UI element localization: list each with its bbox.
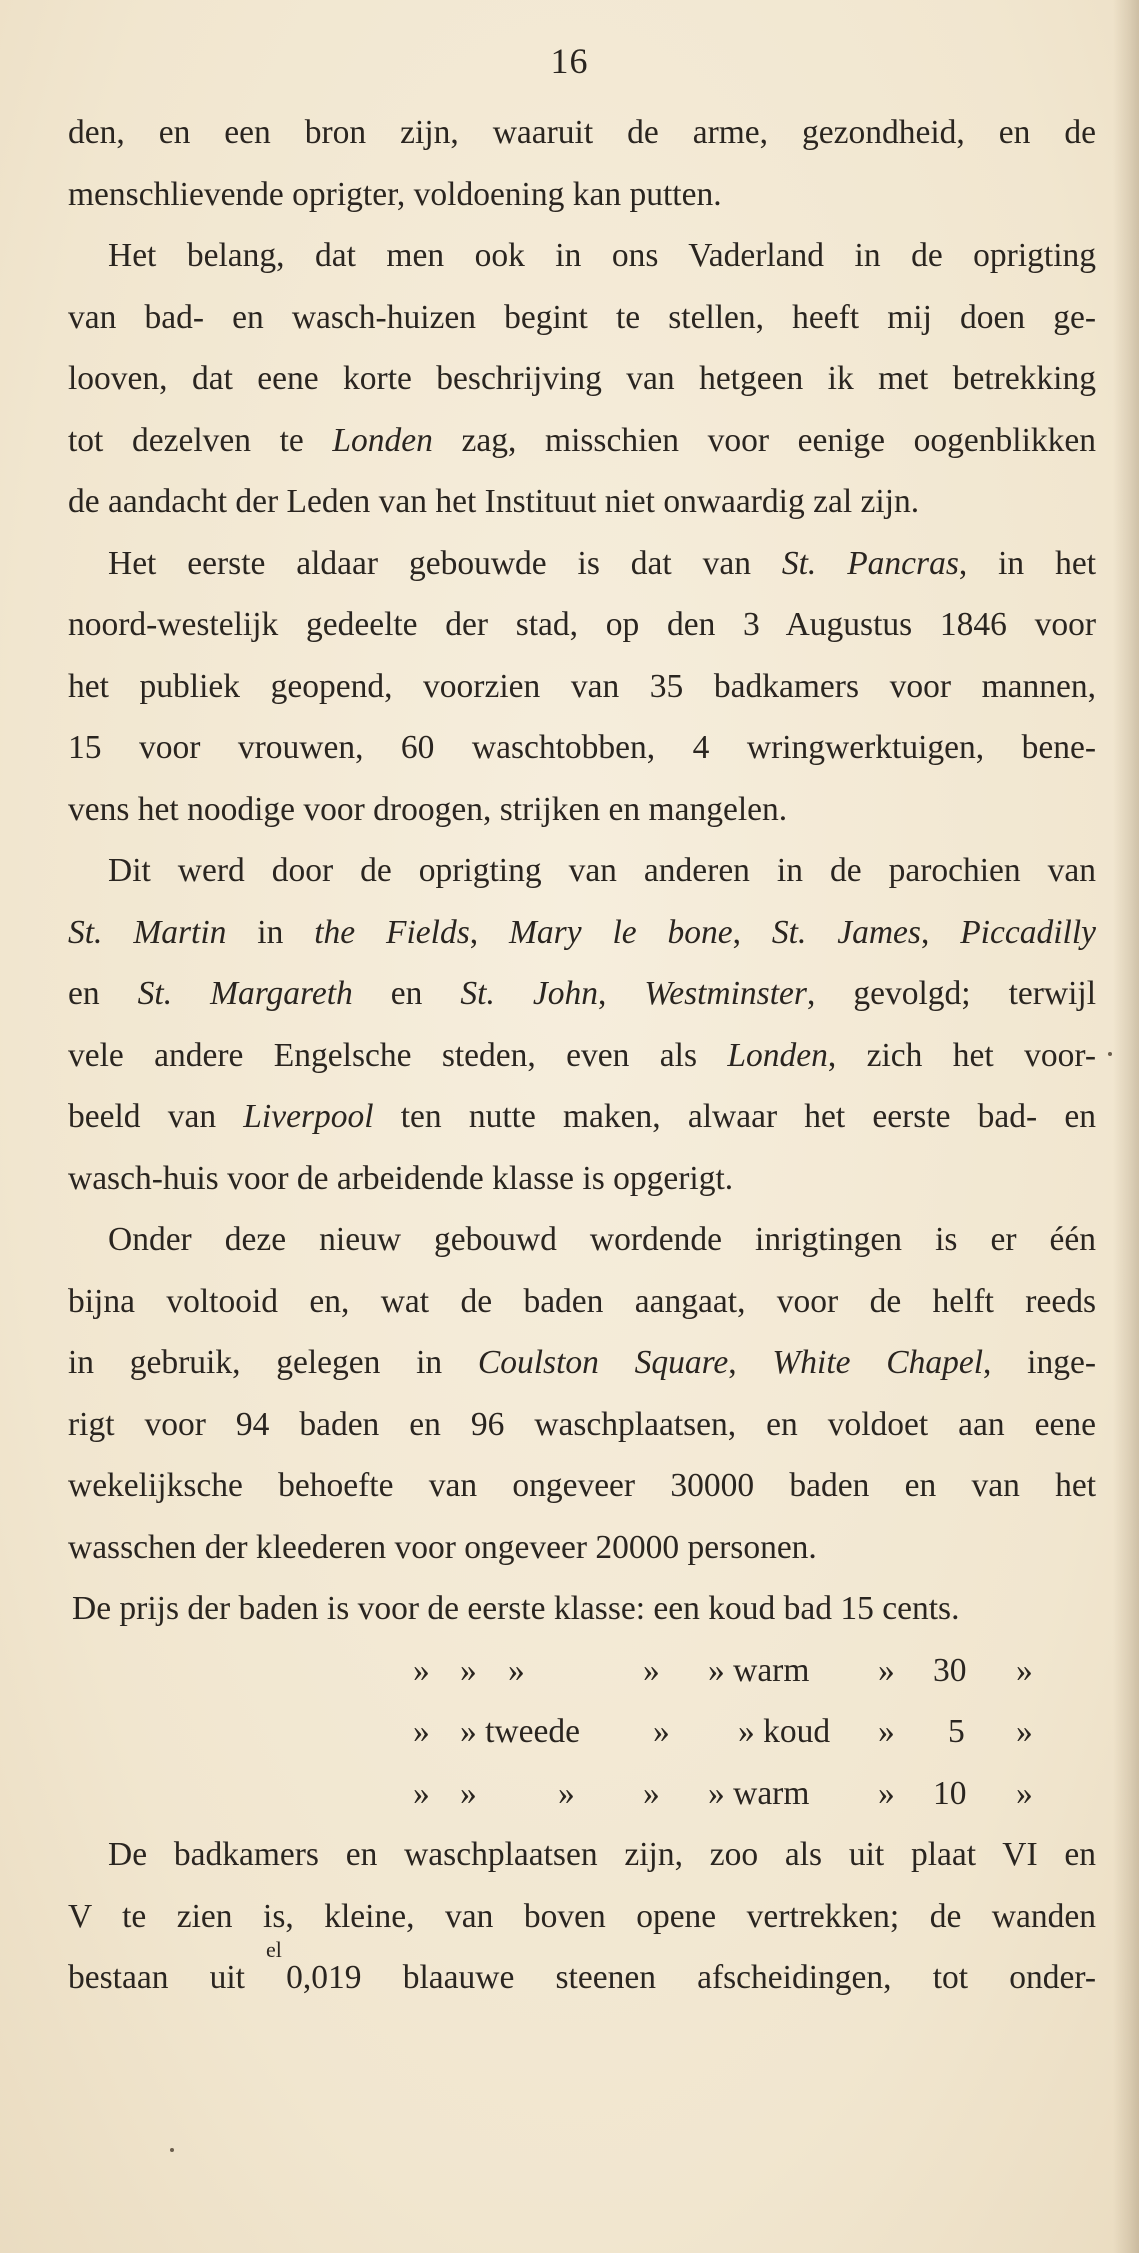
text-line [68,963,1096,1025]
text-run: zag, misschien voor eenige oogenblikken [432,421,1096,459]
text-run: , inge- [983,1344,1096,1381]
text-run: , [732,913,772,951]
text-line [68,1025,1096,1087]
price-cell: » [1016,1774,1033,1812]
text-line: wasch-huis voor de arbeidende klasse is opgerigt. [68,1159,734,1197]
text-run: , gevolgd; terwijl [806,975,1097,1012]
text-line: looven, dat eene korte beschrijving van hetgeen ik met betrekking [68,360,1096,397]
text-line [68,902,1096,964]
price-cell: 30 [933,1651,967,1689]
text-run: , zich het voor- [827,1036,1096,1074]
text-line: V te zien is, kleine, van boven opene vertrekken; de wanden [68,1897,1096,1935]
price-cell: » [413,1774,430,1812]
italic-place-name: Londen [727,1036,828,1074]
page-number: 16 [550,41,589,81]
price-cell: » [558,1774,575,1812]
italic-place-name: the Fields [314,913,470,951]
italic-place-name: Westminster [644,975,807,1012]
text-run: in [226,913,315,951]
unit-superscript: el [266,1937,282,1962]
text-line: 15 voor vrouwen, 60 waschtobben, 4 wringwerktuigen, bene- [68,729,1096,766]
text-run: , [598,975,645,1012]
text-line [68,533,1096,595]
price-row-3 [68,1763,1096,1825]
price-row-2 [68,1701,1096,1763]
price-row-1 [68,1640,1096,1702]
paper-speck [1108,1052,1112,1056]
price-cell: » warm [708,1774,810,1812]
price-cell: » koud [738,1713,831,1750]
text-line: Het belang, dat men ook in ons Vaderland in de oprigting [108,237,1096,274]
price-cell: 5 [948,1713,965,1750]
text-line: Dit werd door de oprigting van anderen in de parochien van [108,852,1096,889]
price-cell: » [878,1774,895,1812]
text-line [68,1332,1096,1394]
text-line: vens het noodige voor droogen, strijken en mangelen. [68,790,788,828]
price-cell: » [460,1651,477,1689]
paper-speck [170,2148,174,2152]
text-line [68,1086,1096,1148]
italic-place-name: St. James [771,913,921,951]
text-run: en [68,975,138,1012]
text-line: Onder deze nieuw gebouwd wordende inrigtingen is er één [108,1221,1096,1258]
text-run: en [352,975,461,1012]
text-line [68,410,1096,472]
price-cell: » tweede [460,1713,580,1750]
text-run: , in het [958,544,1097,582]
text-line: wekelijksche behoefte van ongeveer 30000 baden en van het [68,1467,1096,1504]
text-line: van bad- en wasch-huizen begint te stellen, heeft mij doen ge- [68,298,1096,336]
page-edge-shadow [1113,0,1139,2253]
italic-place-name: St. Pancras [781,544,959,582]
text-run: , [920,913,961,951]
text-line: rigt voor 94 baden en 96 waschplaatsen, en voldoet aan eene [68,1405,1096,1443]
price-cell: » [460,1774,477,1812]
price-cell: » [653,1713,670,1750]
italic-place-name: White Chapel [772,1344,984,1381]
italic-place-name: St. Martin [68,913,227,951]
italic-place-name: St. Margareth [137,975,353,1012]
price-cell: » [878,1713,895,1750]
text-line: wasschen der kleederen voor ongeveer 20000 personen. [68,1528,817,1566]
italic-place-name: Coulston Square [477,1344,729,1381]
italic-place-name: Piccadilly [960,913,1097,951]
text-line: De badkamers en waschplaatsen zijn, zoo als uit plaat VI en [108,1836,1096,1873]
body-text [68,102,1096,2009]
price-cell: 10 [933,1774,967,1812]
text-run: tot dezelven te [68,421,333,459]
italic-place-name: Londen [332,421,433,459]
price-cell: » [413,1713,430,1750]
price-cell: » [878,1651,895,1689]
italic-place-name: Liverpool [243,1098,374,1135]
text-run: , [728,1344,773,1381]
text-line: De prijs der baden is voor de eerste klasse: een koud bad 15 cents. [72,1590,960,1627]
text-run: , [469,913,510,951]
text-line: noord-westelijk gedeelte der stad, op den 3 Augustus 1846 voor [68,606,1096,643]
text-run: vele andere Engelsche steden, even als [68,1036,728,1074]
text-line: het publiek geopend, voorzien van 35 badkamers voor mannen, [68,667,1096,705]
price-cell: » [643,1651,660,1689]
price-cell: » [508,1651,525,1689]
italic-place-name: St. John [460,975,598,1012]
text-run: beeld van [68,1098,244,1135]
text-line: bijna voltooid en, wat de baden aangaat, voor de helft reeds [68,1282,1096,1320]
text-run: Het eerste aldaar gebouwde is dat van [108,544,782,582]
price-cell: » [643,1774,660,1812]
text-line: bestaan uit 0,019 blaauwe steenen afscheidingen, tot onder- [68,1959,1096,1996]
price-cell: » warm [708,1651,810,1689]
text-run: in gebruik, gelegen in [68,1344,478,1381]
text-run: ten nutte maken, alwaar het eerste bad- en [373,1098,1096,1135]
price-cell: » [1016,1713,1033,1750]
text-line: den, en een bron zijn, waaruit de arme, gezondheid, en de [68,114,1096,151]
price-cell: » [413,1651,430,1689]
text-line: de aandacht der Leden van het Instituut niet onwaardig zal zijn. [68,483,920,520]
price-cell: » [1016,1651,1033,1689]
italic-place-name: Mary le bone [509,913,733,951]
price-table [68,1640,1096,1825]
text-line: menschlievende oprigter, voldoening kan putten. [68,175,722,213]
